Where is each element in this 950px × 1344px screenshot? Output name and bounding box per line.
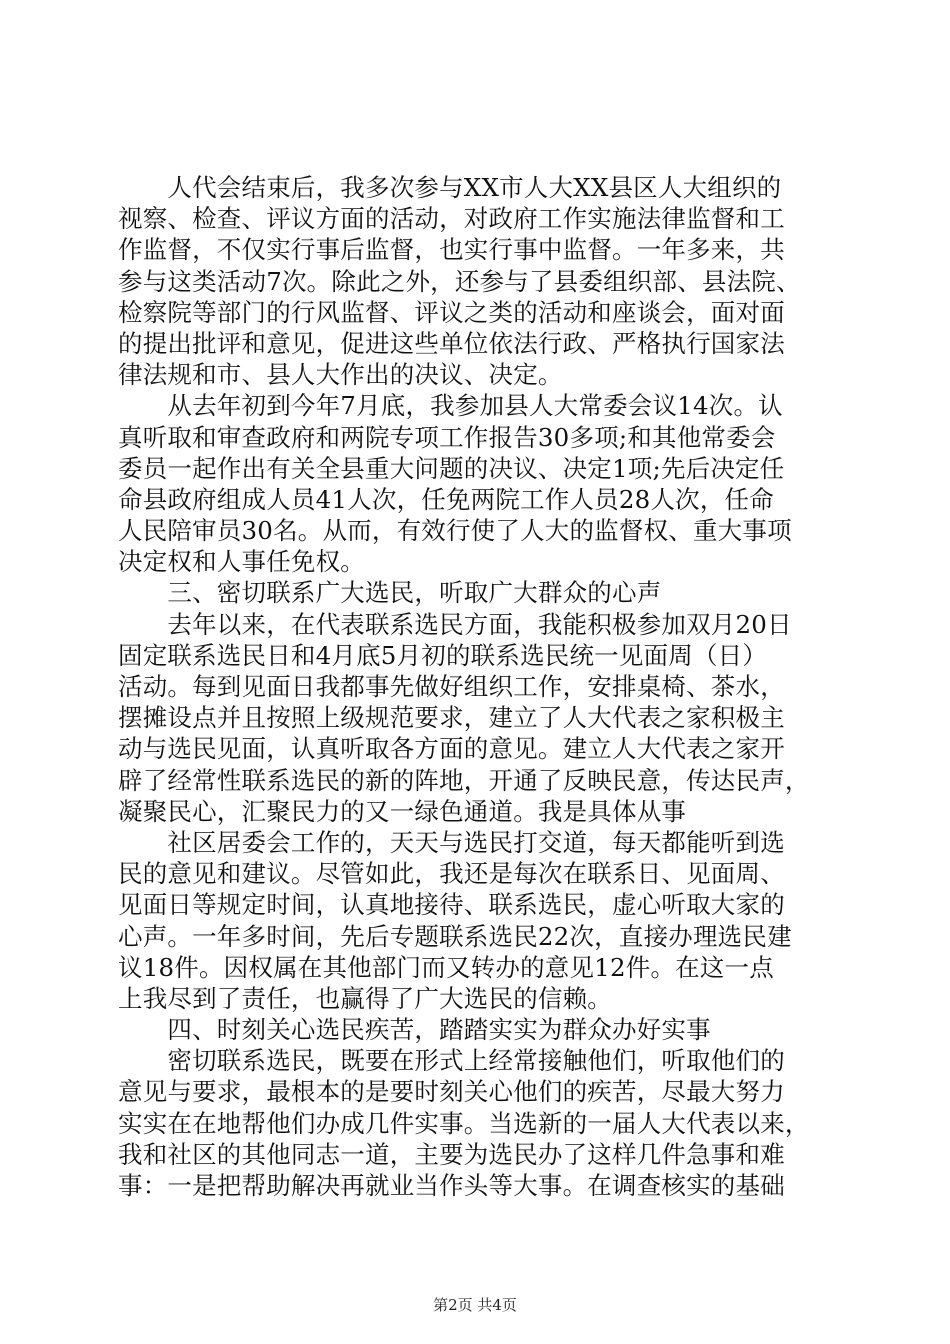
text-line: 事：一是把帮助解决再就业当作头等大事。在调查核实的基础 (118, 1171, 785, 1200)
text-line: 辟了经常性联系选民的新的阵地，开通了反映民意，传达民声， (118, 765, 810, 795)
text-line: 动与选民见面，认真听取各方面的意见。建立人大代表之家开 (118, 734, 785, 764)
text-line: 固定联系选民日和4月底5月初的联系选民统一见面周（日） (118, 640, 768, 670)
text-line: 人代会结束后，我多次参与XX市人大XX县区人大组织的 (118, 173, 782, 202)
text-line: 心声。一年多时间，先后专题联系选民22次，直接办理选民建 (118, 921, 792, 951)
text-line: 上我尽到了责任，也赢得了广大选民的信赖。 (118, 983, 612, 1013)
text-line: 委员一起作出有关全县重大问题的决议、决定1项;先后决定任 (118, 453, 785, 483)
text-line: 实实在在地帮他们办成几件实事。当选新的一届人大代表以来， (118, 1108, 810, 1138)
page-footer (0, 1296, 950, 1314)
text-line: 见面日等规定时间，认真地接待、联系选民，虚心听取大家的 (118, 890, 785, 920)
text-line: 议18件。因权属在其他部门而又转办的意见12件。在这一点 (118, 952, 774, 982)
section-heading-4: 四、时刻关心选民疾苦，踏踏实实为群众办好实事 (118, 1015, 711, 1045)
text-line: 决定权和人事任免权。 (118, 547, 365, 577)
text-line: 律法规和市、县人大作出的决议、决定。 (118, 360, 563, 390)
text-line: 社区居委会工作的，天天与选民打交道，每天都能听到选 (118, 827, 785, 857)
document-body (118, 172, 832, 1201)
text-line: 的提出批评和意见，促进这些单位依法行政、严格执行国家法 (118, 328, 785, 358)
text-line: 去年以来，在代表联系选民方面，我能积极参加双月20日 (118, 609, 792, 639)
text-line: 真听取和审查政府和两院专项工作报告30多项;和其他常委会 (118, 422, 776, 452)
page-number-label: 第2页 共4页 (433, 1296, 517, 1314)
text-line: 检察院等部门的行风监督、评议之类的活动和座谈会，面对面 (118, 297, 785, 327)
text-line: 民的意见和建议。尽管如此，我还是每次在联系日、见面周、 (118, 859, 785, 889)
text-line: 从去年初到今年7月底，我参加县人大常委会议14次。认 (118, 391, 783, 421)
text-line: 人民陪审员30名。从而，有效行使了人大的监督权、重大事项 (118, 516, 792, 546)
text-line: 视察、检查、评议方面的活动，对政府工作实施法律监督和工 (118, 204, 785, 234)
text-line: 意见与要求，最根本的是要时刻关心他们的疾苦，尽最大努力 (118, 1077, 785, 1107)
text-line: 我和社区的其他同志一道，主要为选民办了这样几件急事和难 (118, 1139, 785, 1169)
text-line: 凝聚民心，汇聚民力的又一绿色通道。我是具体从事 (118, 796, 687, 826)
text-line: 摆摊设点并且按照上级规范要求，建立了人大代表之家积极主 (118, 703, 785, 733)
section-heading-3: 三、密切联系广大选民，听取广大群众的心声 (118, 578, 662, 608)
text-line: 作监督，不仅实行事后监督，也实行事中监督。一年多来，共 (118, 235, 785, 265)
text-line: 参与这类活动7次。除此之外，还参与了县委组织部、县法院、 (118, 266, 801, 296)
text-line: 活动。每到见面日我都事先做好组织工作，安排桌椅、茶水， (118, 672, 785, 701)
text-line: 密切联系选民，既要在形式上经常接触他们，听取他们的 (118, 1046, 785, 1076)
text-line: 命县政府组成人员41人次，任免两院工作人员28人次，任命 (118, 484, 774, 514)
